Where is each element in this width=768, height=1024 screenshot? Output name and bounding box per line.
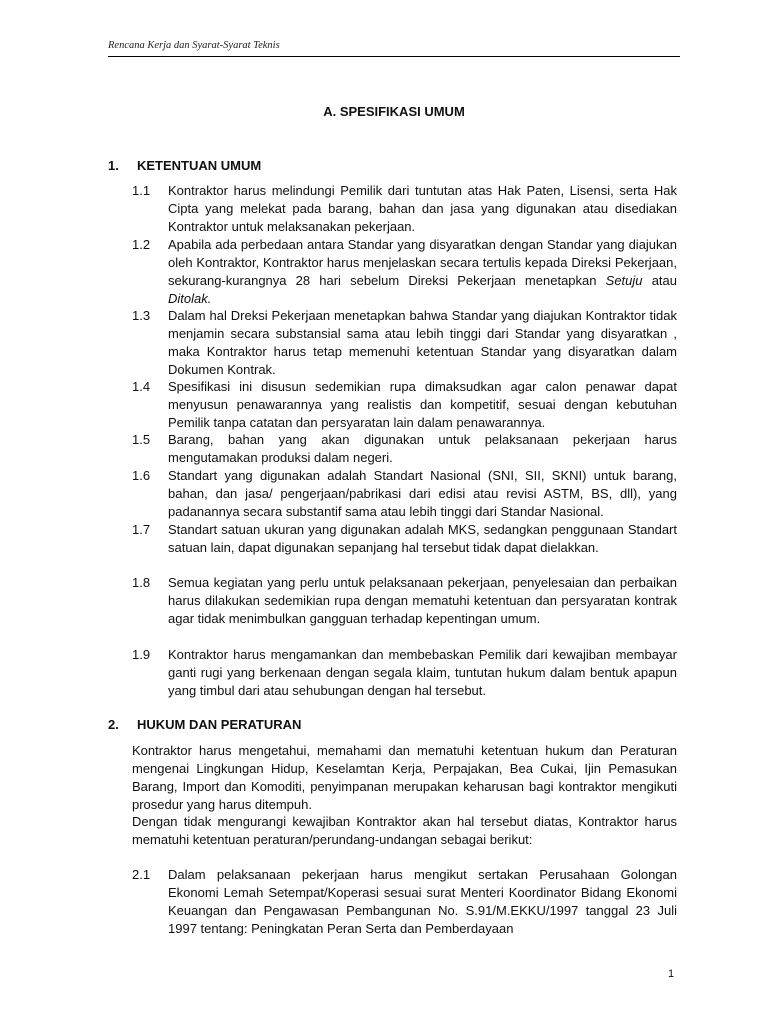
clause-text: Standart yang digunakan adalah Standart Nasional (SNI, SII, SKNI) untuk barang, bahan, dan jasa/ pengerjaan/pabrikasi dari edisi atau revisi ASTM, BS, dll), yang padanannya secara substantif sama atau lebih tinggi dari Standar Nasional. [168, 468, 677, 519]
clause-number: 1.9 [132, 647, 151, 662]
clause-text-connector: atau [651, 273, 677, 288]
clause-number: 1.7 [132, 522, 151, 537]
header-rule [108, 56, 680, 57]
clause-text: Barang, bahan yang akan digunakan untuk pelaksanaan pekerjaan harus mengutamakan produksi dalam negeri. [168, 432, 677, 465]
clause-number: 1.1 [132, 183, 151, 198]
paragraph-1: Kontraktor harus mengetahui, memahami dan mematuhi ketentuan hukum dan Peraturan mengenai Lingkungan Hidup, Keselamtan Kerja, Perpajakan, Bea Cukai, Ijin Pemasukan Barang, Import dan Komoditi, penyimpanan merupakan keharusan bagi kontraktor mengikuti prosedur yang harus ditempuh. [132, 743, 677, 812]
clause-2-1 [132, 866, 677, 938]
clause-1-8 [132, 574, 677, 628]
page-number: 1 [668, 968, 675, 980]
clause-number: 1.4 [132, 379, 151, 394]
section-heading-2 [108, 717, 301, 732]
clause-text: Kontraktor harus melindungi Pemilik dari tuntutan atas Hak Paten, Lisensi, serta Hak Cipta yang melekat pada barang, bahan dan jasa yang digunakan atau disediakan Kontraktor untuk melaksanakan pekerjaan. [168, 183, 677, 234]
clause-text: Semua kegiatan yang perlu untuk pelaksanaan pekerjaan, penyelesaian dan perbaikan harus dilakukan sedemikian rupa dengan mematuhi ketentuan dan persyaratan kontrak agar tidak menimbulkan gangguan terhadap kepentingan umum. [168, 575, 677, 626]
section-heading-1 [108, 158, 261, 173]
clause-1-5 [132, 431, 677, 467]
clause-text: Standart satuan ukuran yang digunakan adalah MKS, sedangkan penggunaan Standart satuan lain, dapat digunakan sepanjang hal tersebut tidak dapat dielakkan. [168, 522, 677, 555]
clause-number: 1.8 [132, 575, 151, 590]
document-title: A. SPESIFIKASI UMUM [323, 104, 465, 119]
section-number: 1. [108, 158, 119, 173]
clause-1-1 [132, 182, 677, 236]
clause-number: 2.1 [132, 867, 151, 882]
clause-number: 1.2 [132, 237, 151, 252]
clause-text: Kontraktor harus mengamankan dan membebaskan Pemilik dari kewajiban membayar ganti rugi yang berkenaan dengan segala klaim, tuntutan hukum dalam bentuk apapun yang timbul dari atau sehubungan dengan hal tersebut. [168, 647, 677, 698]
emphasis-ditolak: Ditolak [168, 291, 208, 306]
clause-text-main: Apabila ada perbedaan antara Standar yang disyaratkan dengan Standar yang diajukan oleh Kontraktor, Kontraktor harus menjelaskan secara tertulis kepada Direksi Pekerjaan, sekurang-kurangnya 28 hari sebelum Direksi Pekerjaan menetapkan [168, 237, 677, 288]
clause-1-6 [132, 467, 677, 521]
clause-number: 1.5 [132, 432, 151, 447]
emphasis-setuju: Setuju [605, 273, 643, 288]
section-title: HUKUM DAN PERATURAN [137, 717, 302, 732]
clause-text [168, 236, 677, 308]
clause-text: Spesifikasi ini disusun sedemikian rupa dimaksudkan agar calon penawar dapat menyusun penawarannya yang realistis dan kompetitif, sesuai dengan kebutuhan Pemilik tanpa catatan dan persyaratan lain dalam penawarannya. [168, 379, 677, 430]
clause-text: Dalam pelaksanaan pekerjaan harus mengikut sertakan Perusahaan Golongan Ekonomi Lemah Setempat/Koperasi sesuai surat Menteri Koordinator Bidang Ekonomi Keuangan dan Pengawasan Pembangunan No. S.91/M.EKKU/1997 tanggal 23 Juli 1997 tentang: Peningkatan Peran Serta dan Pemberdayaan [168, 867, 677, 936]
clause-number: 1.6 [132, 468, 151, 483]
clause-text-end: . [207, 291, 212, 306]
clause-1-9 [132, 646, 677, 700]
clause-number: 1.3 [132, 308, 151, 323]
section-title: KETENTUAN UMUM [137, 158, 262, 173]
clause-1-3 [132, 307, 677, 379]
clause-1-7 [132, 521, 677, 557]
clause-1-4 [132, 378, 677, 432]
running-header: Rencana Kerja dan Syarat-Syarat Teknis [108, 40, 280, 51]
paragraph-2: Dengan tidak mengurangi kewajiban Kontraktor akan hal tersebut diatas, Kontraktor harus mematuhi ketentuan peraturan/perundang-undangan sebagai berikut: [132, 814, 677, 847]
section-number: 2. [108, 717, 119, 732]
clause-text: Dalam hal Dreksi Pekerjaan menetapkan bahwa Standar yang diajukan Kontraktor tidak menjamin secara substansial sama atau lebih tinggi dari Standar yang disyaratkan , maka Kontraktor harus tetap memenuhi ketentuan Standar yang disyaratkan dalam Dokumen Kontrak. [168, 308, 677, 377]
clause-1-2 [132, 236, 677, 308]
